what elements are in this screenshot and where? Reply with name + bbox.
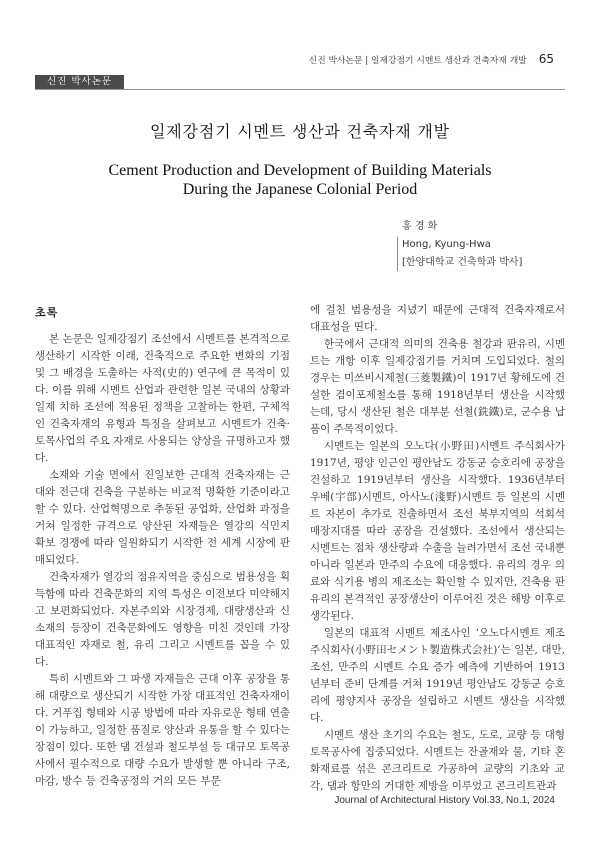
abstract-paragraph: 특히 시멘트와 그 파생 자재들은 근대 이후 공장을 통해 대량으로 생산되기 시작한 가장 대표적인 건축자재이다. 거푸집 형태와 시공 방법에 따라 자유로운 형태 연출이 가능하고, 일정한 품질로 양산과 유통을 할 수 있다는 장점이 있다. 또한 댐 건설과 철도부설 등 대규모 토목공사에서 필수적으로 대량 수요가 발생할 뿐 아니라 구조, 마감, 방수 등 건축공정의 거의 모든 부문 (35, 673, 290, 787)
author-name-english: Hong, Kyung-Hwa (402, 239, 491, 250)
title-english-line-1: Cement Production and Development of Building Materials (108, 162, 492, 179)
header-divider (35, 89, 565, 90)
author-divider (397, 237, 398, 271)
abstract-paragraph: 시멘트 생산 초기의 수요는 철도, 도로, 교량 등 대형 토목공사에 집중되었다. 시멘트는 잔골재와 물, 기타 혼화재료를 섞은 콘크리트로 가공하여 교량의 기초와 교각, 댐과 항만의 거대한 제방을 이루었고 콘크리트관과 (310, 729, 565, 792)
running-head (309, 52, 554, 66)
running-head-text: 신진 박사논문 | 일제강점기 시멘트 생산과 건축자재 개발 (308, 56, 527, 66)
abstract-paragraph: 소재와 기술 면에서 진일보한 근대적 건축자재는 근대와 전근대 건축을 구분하는 비교적 명확한 기준이라고 할 수 있다. 산업혁명으로 추동된 공업화, 산업화 과정을 거쳐 일정한 규격으로 양산된 자재들은 열강의 식민지 확보 경쟁에 따라 일원화되기 시작한 전 세계 시장에 판매되었다. (35, 469, 290, 566)
abstract-left-column (35, 331, 290, 799)
abstract-paragraph: 일본의 대표적 시멘트 제조사인 ‘오노다시멘트 제조주식회사(小野田セメント製造株式会社)’는 일본, 대만, 조선, 만주의 시멘트 수요 증가 예측에 기반하여 1913년부터 준비 단계를 거쳐 1919년 평안남도 강동군 승호리에 평양지사 공장을 설립하고 시멘트 생산을 시작했다. (310, 627, 565, 724)
abstract-paragraph: 시멘트는 일본의 오노다(小野田)시멘트 주식회사가 1917년, 평양 인근인 평안남도 강동군 승호리에 공장을 건설하고 1919년부터 생산을 시작했다. 1936년부터 우베(宇部)시멘트, 아사노(淺野)시멘트 등 일본의 시멘트 자본이 추가로 진출하면서 조선 북부지역의 석회석 매장지대를 따라 공장을 건설했다. 조선에서 생산되는 시멘트는 점차 생산량과 수출을 늘려가면서 조선 국내뿐 아니라 일본과 만주의 수요에 대응했다. 유리의 경우 의료와 식기용 병의 제조소는 확인할 수 있지만, 건축용 판유리의 본격적인 공장생산이 이루어진 것은 해방 이후로 생각된다. (310, 440, 565, 622)
abstract-paragraph: 한국에서 근대적 의미의 건축용 철강과 판유리, 시멘트는 개항 이후 일제강점기를 거치며 도입되었다. 철의 경우는 미쓰비시제철(三菱製鐵)이 1917년 황해도에 건설한 겸이포제철소를 통해 1918년부터 생산을 시작했는데, 당시 생산된 철은 대부분 선철(銑鐵)로, 군수용 납품이 주목적이었다. (310, 338, 565, 435)
author-affiliation: [한양대학교 건축학과 박사] (402, 257, 523, 268)
page-number: 65 (538, 52, 554, 66)
journal-footer: Journal of Architectural History Vol.33, No.1, 2024 (334, 795, 555, 806)
abstract-paragraph: 건축자재가 열강의 점유지역을 중심으로 범용성을 획득함에 따라 건축문화의 지역 특성은 이전보다 미약해지고 보편화되었다. 자본주의와 시장경제, 대량생산과 신소재의 등장이 건축문화에도 영향을 미친 것인데 가장 대표적인 자재로 철, 유리 그리고 시멘트를 꼽을 수 있다. (35, 571, 290, 668)
abstract-paragraph-continued: 에 걸친 범용성을 지녔기 때문에 근대적 건축자재로서 대표성을 띤다. (310, 304, 565, 333)
title-korean: 일제강점기 시멘트 생산과 건축자재 개발 (150, 122, 450, 141)
author-block (402, 218, 522, 272)
abstract-right-column (310, 302, 565, 792)
section-tag: 신진 박사논문 (35, 75, 124, 89)
abstract-paragraph: 본 논문은 일제강점기 조선에서 시멘트를 본격적으로 생산하기 시작한 이래, 건축적으로 주요한 변화의 기점 및 그 배경을 도출하는 사적(史的) 연구에 큰 목적이 있다. 이를 위해 시멘트 산업과 관련한 일본 국내의 상황과 일제 치하 조선에 적용된 정책을 고찰하는 한편, 구체적인 건축자재의 유형과 특징을 살펴보고 시멘트가 건축·토목사업의 주요 자재로 사용되는 양상을 규명하고자 했다. (35, 333, 290, 464)
abstract-heading: 초록 (35, 306, 59, 319)
author-name-korean: 홍 경 화 (402, 221, 438, 232)
title-english (0, 161, 600, 199)
title-english-line-2: During the Japanese Colonial Period (182, 181, 418, 198)
